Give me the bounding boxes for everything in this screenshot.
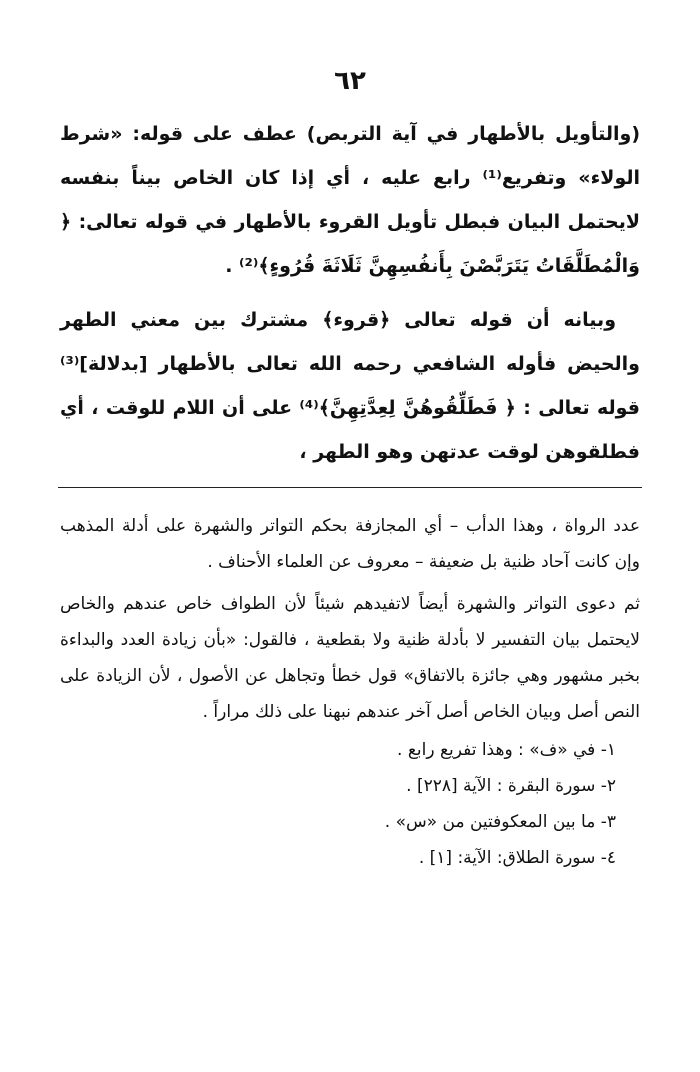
main-text [60,112,640,474]
footnote-divider [58,487,642,488]
page-number: ٦٢ [334,66,366,96]
footnote-ref: ١- في «ف» : وهذا تفريع رابع . [397,740,616,760]
main-paragraph: وبيانه أن قوله تعالى ﴿قروء﴾ مشترك بين معني الطهر والحيض فأوله الشافعي رحمه الله تعالى بالأطهار [بدلالة]⁽³⁾ قوله تعالى : ﴿ فَطَلِّقُوهُنَّ لِعِدَّتِهِنَّ﴾⁽⁴⁾ على أن اللام للوقت ، أي فطلقوهن لوقت عدتهن وهو الطهر ، [60,309,640,463]
footnote-paragraph: عدد الرواة ، وهذا الدأب – أي المجازفة بحكم التواتر والشهرة على أدلة المذهب وإن كانت آحاد ظنية بل ضعيفة – معروف عن العلماء الأحناف . [60,516,640,572]
main-paragraph: (والتأويل بالأطهار في آية التربص) عطف على قوله: «شرط الولاء» وتفريع⁽¹⁾ رابع عليه ، أي إذا كان الخاص بيناً بنفسه لايحتمل البيان فبطل تأويل القروء بالأطهار في قوله تعالى: ﴿ وَالْمُطَلَّقَاتُ يَتَرَبَّصْنَ بِأَنفُسِهِنَّ ثَلَاثَةَ قُرُوءٍ﴾⁽²⁾ . [60,123,640,277]
footnote-paragraph: ثم دعوى التواتر والشهرة أيضاً لاتفيدهم شيئاً لأن الطواف خاص عندهم والخاص لايحتمل بيان التفسير لا بأدلة ظنية ولا بقطعية ، فالقول: «بأن زيادة العدد والبداءة بخبر مشهور وهي جائزة بالاتفاق» قول خطأ وتجاهل عن الأصول ، لأن الزيادة على النص أصل وبيان الخاص أصل آخر عندهم نبهنا على ذلك مراراً . [60,594,640,722]
footnote-ref: ٢- سورة البقرة : الآية [٢٢٨] . [406,776,616,796]
footnote-ref: ٤- سورة الطلاق: الآية: [١] . [418,848,616,868]
footnote-references [60,732,640,876]
footnote-ref: ٣- ما بين المعكوفتين من «س» . [384,812,616,832]
footnotes [60,508,640,876]
